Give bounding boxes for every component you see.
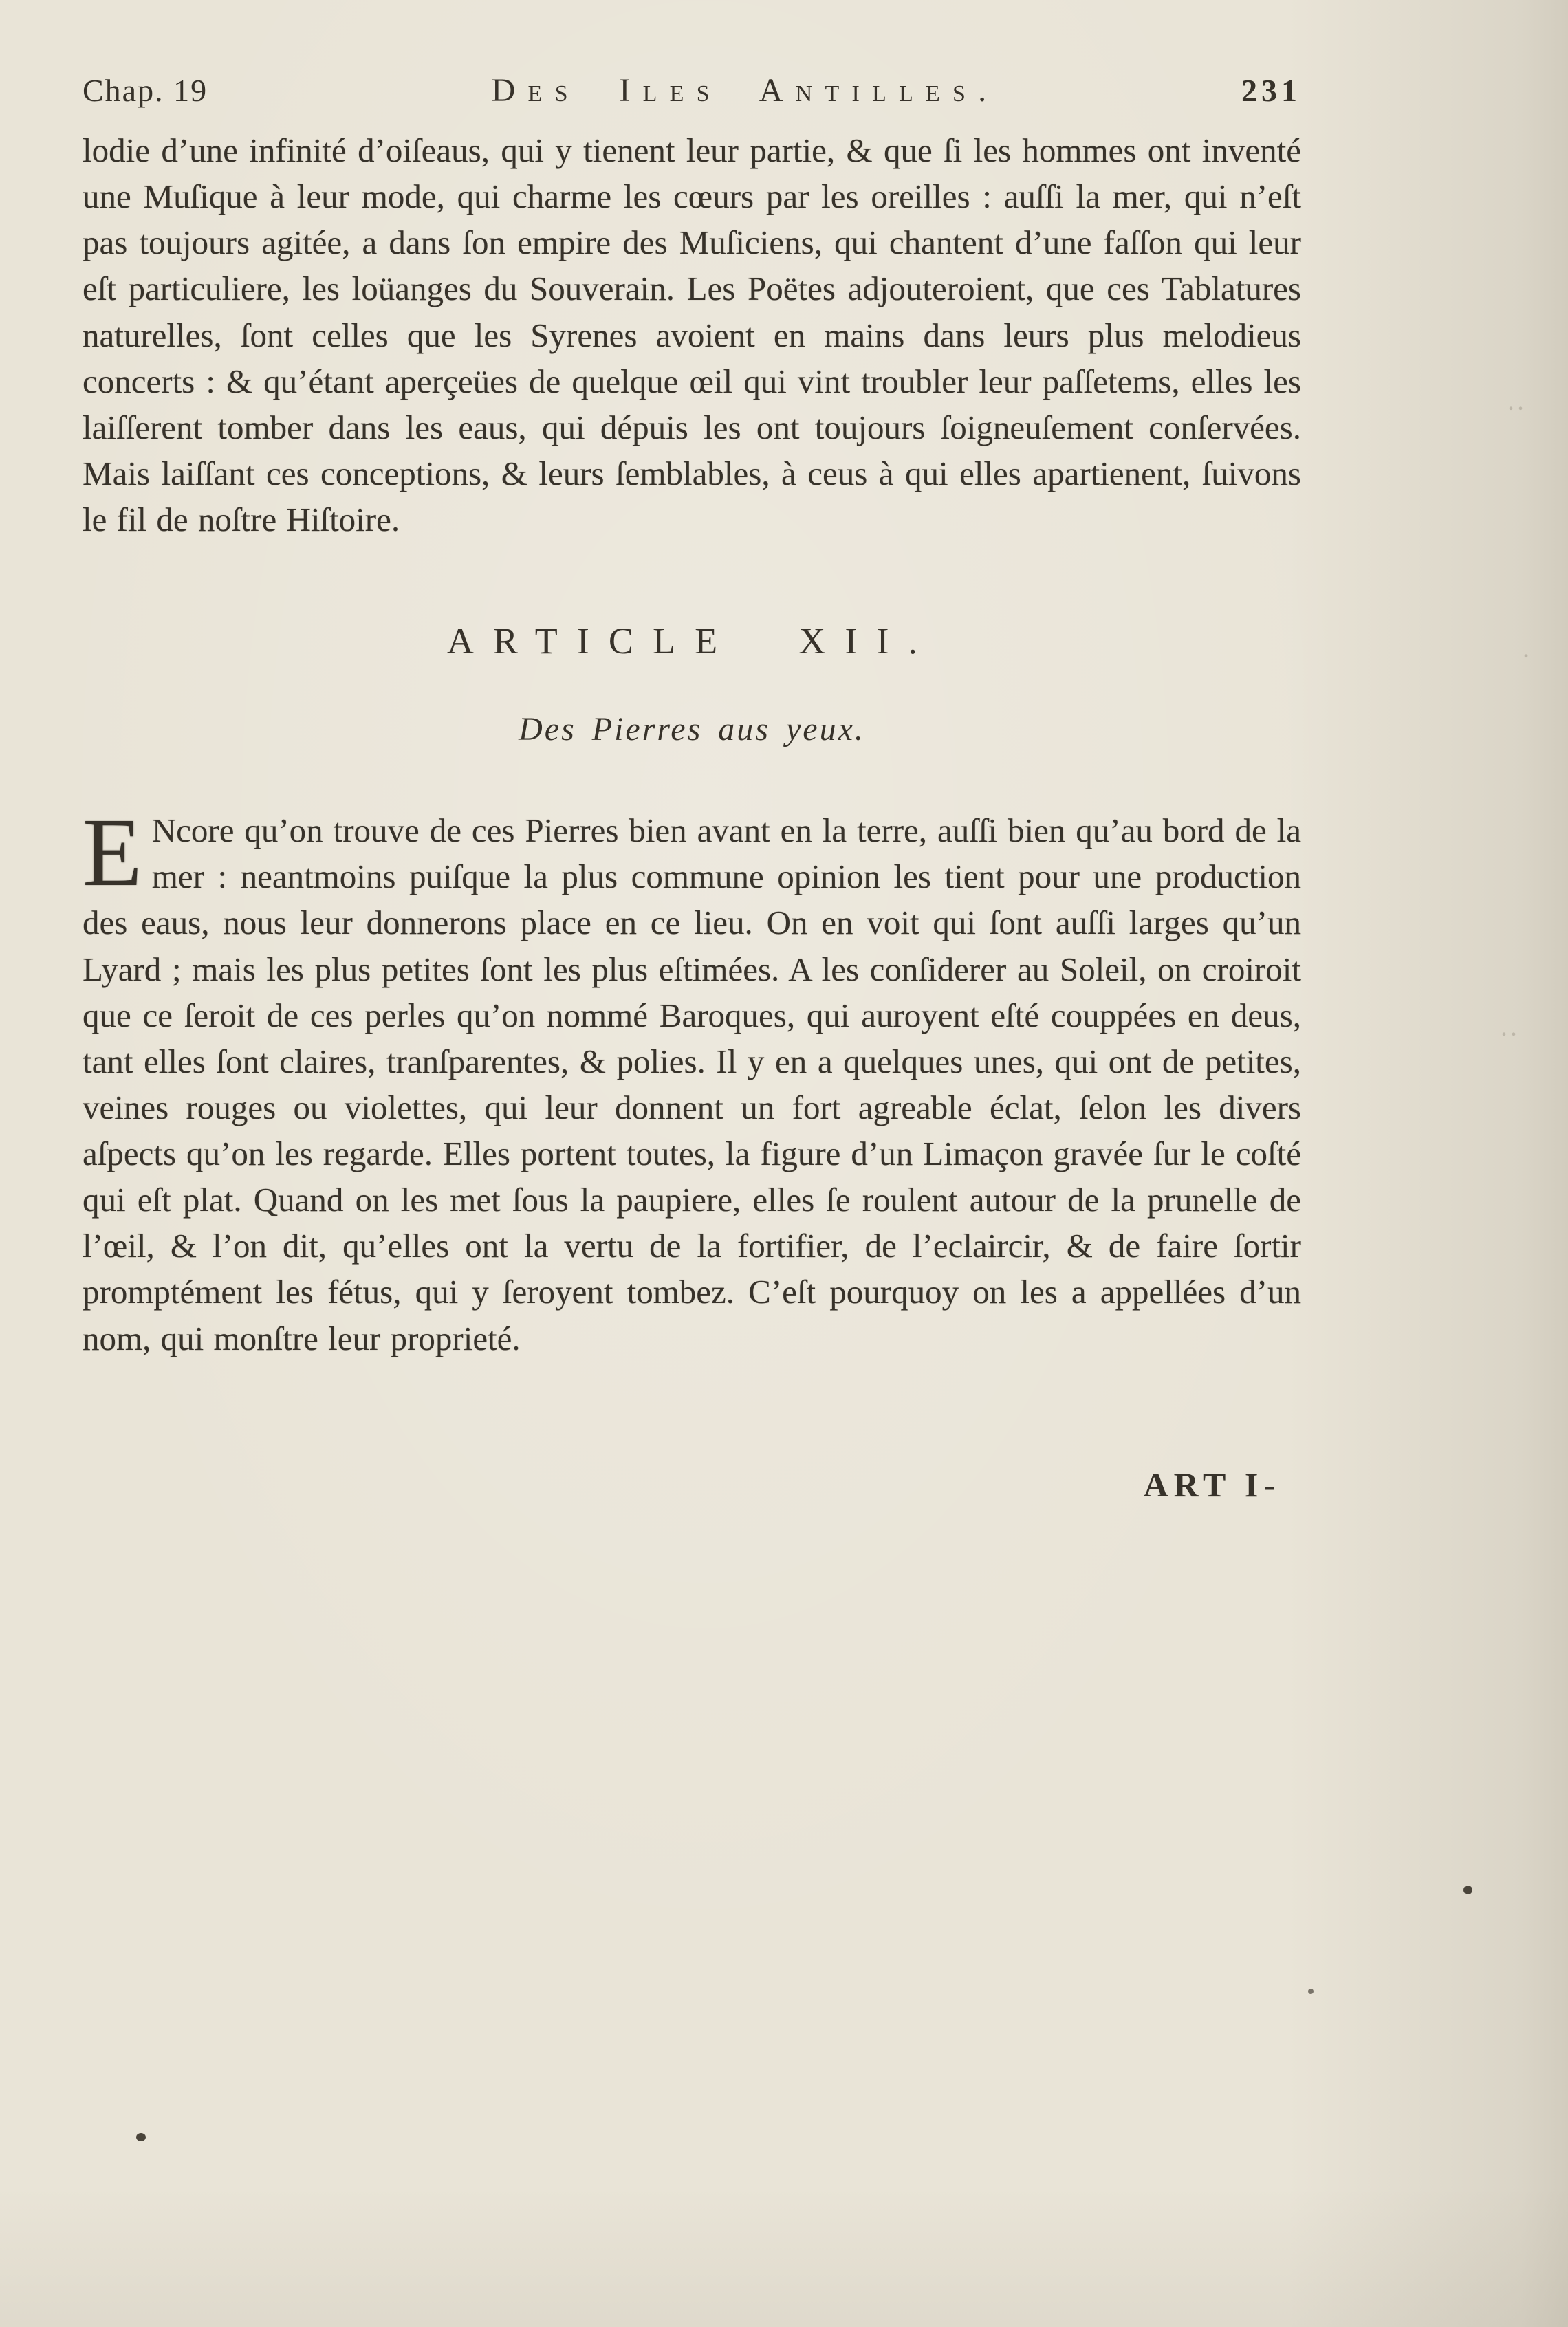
article-paragraph <box>83 798 1301 1362</box>
page-number: 231 <box>1241 73 1301 108</box>
ink-speck <box>1308 1989 1314 1994</box>
drop-cap-initial: E <box>83 798 142 907</box>
article-paragraph-text: Ncore qu’on trouve de ces Pierres bien avant en la terre, auſſi bien qu’au bord de la mer : neantmoins puiſque la plus commune opinion les tient pour une production des eaus, nous leur donnerons place en ce lieu. On en voit qui ſont auſſi larges qu’un Lyard ; mais les plus petites ſont les plus eſtimées. A les conſiderer au Soleil, on croiroit que ce ſeroit de ces perles qu’on nommé Baroques, qui auroyent eſté couppées en deus, tant elles ſont claires, tranſparentes, & polies. Il y en a quelques unes, qui ont de petites, veines rouges ou violettes, qui leur donnent un fort agreable éclat, ſelon les divers aſpects qu’on les regarde. Elles portent toutes, la figure d’un Limaçon gravée ſur le coſté qui eſt plat. Quand on les met ſous la paupiere, elles ſe roulent autour de la prunelle de l’œil, & l’on dit, qu’elles ont la vertu de la fortifier, de l’eclaircir, & de faire ſortir promptément les fétus, qui y ſeroyent tombez. C’eſt pourquoy on les a appellées d’un nom, qui monſtre leur proprieté. <box>83 811 1301 1357</box>
bleed-through-mark: ∙ <box>1523 640 1532 671</box>
article-subtitle: Des Pierres aus yeux. <box>519 711 865 748</box>
bleed-through-mark: ∙∙ <box>1507 393 1527 424</box>
catchword: ART I- <box>1143 1465 1281 1504</box>
article-heading: ARTICLE XII. <box>446 620 937 662</box>
chapter-label: Chap. 19 <box>83 73 208 108</box>
running-head <box>83 72 1301 109</box>
paragraph-continuation: lodie d’une infinité d’oiſeaus, qui y tienent leur partie, & que ſi les hommes ont inventé une Muſique à leur mode, qui charme les cœurs par les oreilles : auſſi la mer, qui n’eſt pas toujours agitée, a dans ſon empire des Muſiciens, qui chantent d’une faſſon qui leur eſt particuliere, les loüanges du Souverain. Les Poëtes adjouteroient, que ces Tablatures naturelles, ſont celles que les Syrenes avoient en mains dans leurs plus melodieus concerts : & qu’étant aperçeües de quelque œil qui vint troubler leur paſſetems, elles les laiſſerent tomber dans les eaus, qui dépuis les ont toujours ſoigneuſement conſervées. Mais laiſſant ces conceptions, & leurs ſemblables, à ceus à qui elles apartienent, ſuivons le fil de noſtre Hiſtoire. <box>83 131 1301 538</box>
ink-speck <box>1463 1886 1472 1894</box>
bleed-through-mark: ∙∙ <box>1501 1018 1520 1049</box>
ink-speck <box>136 2133 146 2141</box>
running-title: Des Iles Antilles. <box>491 72 999 109</box>
